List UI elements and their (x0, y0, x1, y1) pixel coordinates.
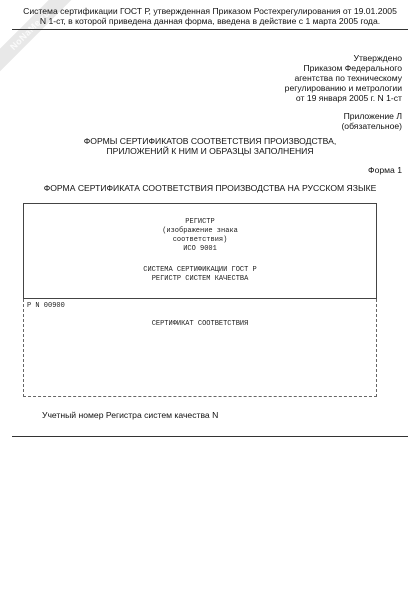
approval-line: Утверждено (353, 53, 402, 63)
section-title-line-2: ПРИЛОЖЕНИЙ К НИМ И ОБРАЗЦЫ ЗАПОЛНЕНИЯ (106, 146, 314, 156)
approval-line: Приказом Федерального (303, 63, 402, 73)
footer-divider (12, 436, 408, 437)
cert-mark-note-2: соответствия) (172, 236, 228, 244)
cert-number: Р N 00900 (27, 302, 65, 310)
approval-block (202, 53, 402, 103)
certificate-body-box (23, 299, 377, 397)
approval-line: агентства по техническому (294, 73, 402, 83)
approval-line: регулированию и метрологии (284, 83, 402, 93)
form-title: ФОРМА СЕРТИФИКАТА СООТВЕТСТВИЯ ПРОИЗВОДСТВА НА РУССКОМ ЯЗЫКЕ (43, 183, 377, 193)
section-title-line-1: ФОРМЫ СЕРТИФИКАТОВ СООТВЕТСТВИЯ ПРОИЗВОДСТВА, (83, 136, 337, 146)
appendix-note: (обязательное) (341, 121, 402, 131)
cert-iso-label: ИСО 9001 (183, 245, 217, 253)
cert-system-line-1: СИСТЕМА СЕРТИФИКАЦИИ ГОСТ Р (143, 266, 257, 274)
appendix-block (202, 111, 402, 131)
header-line-1: Система сертификации ГОСТ Р, утвержденная Приказом Ростехрегулирования от 19.01.2005 (23, 6, 397, 16)
certificate-header-box (23, 203, 377, 299)
footer-registration-text: Учетный номер Регистра систем качества N (42, 410, 219, 420)
cert-title: СЕРТИФИКАТ СООТВЕТСТВИЯ (151, 320, 249, 328)
watermark-ribbon: NoNaMe.ru (0, 0, 78, 78)
cert-system-line-2: РЕГИСТР СИСТЕМ КАЧЕСТВА (151, 275, 249, 283)
appendix-title: Приложение Л (343, 111, 402, 121)
cert-registry-label: РЕГИСТР (185, 218, 215, 226)
header-divider (12, 29, 408, 30)
form-label: Форма 1 (368, 165, 402, 175)
approval-line: от 19 января 2005 г. N 1-ст (295, 93, 402, 103)
cert-mark-note-1: (изображение знака (162, 227, 238, 235)
header-line-2: N 1-ст, в которой приведена данная форма, введена в действие с 1 марта 2005 года. (39, 16, 381, 26)
